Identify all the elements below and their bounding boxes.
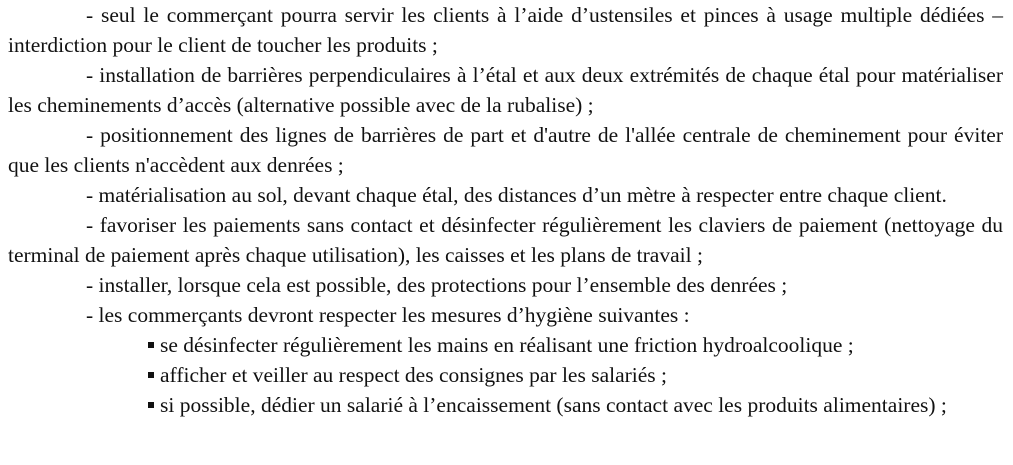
measure-item: - matérialisation au sol, devant chaque étal, des distances d’un mètre à respecter entre chaque client. (86, 183, 947, 207)
hygiene-subitem (8, 390, 1003, 420)
measure-item: - installation de barrières perpendiculaires à l’étal et aux deux extrémités de chaque étal pour matérialiser les cheminements d’accès (alternative possible avec de la rubalise) ; (8, 63, 1003, 117)
measure-item: - favoriser les paiements sans contact et désinfecter régulièrement les claviers de paiement (nettoyage du terminal de paiement après chaque utilisation), les caisses et les plans de travail ; (8, 213, 1003, 267)
measure-item: - installer, lorsque cela est possible, des protections pour l’ensemble des denrées ; (86, 273, 788, 297)
hygiene-subitem-text: afficher et veiller au respect des consignes par les salariés ; (160, 363, 668, 387)
square-bullet-icon (148, 402, 154, 408)
hygiene-subitem-text: se désinfecter régulièrement les mains en réalisant une friction hydroalcoolique ; (160, 333, 854, 357)
document-body (8, 0, 1003, 420)
hygiene-subitem-text: si possible, dédier un salarié à l’encaissement (sans contact avec les produits alimentaires) ; (160, 393, 947, 417)
hygiene-subitem (8, 360, 1003, 390)
hygiene-subitem (8, 330, 1003, 360)
measure-item: - les commerçants devront respecter les mesures d’hygiène suivantes : (86, 303, 690, 327)
square-bullet-icon (148, 342, 154, 348)
square-bullet-icon (148, 372, 154, 378)
measure-item: - positionnement des lignes de barrières de part et d'autre de l'allée centrale de cheminement pour éviter que les clients n'accèdent aux denrées ; (8, 123, 1003, 177)
measure-item: - seul le commerçant pourra servir les clients à l’aide d’ustensiles et pinces à usage multiple dédiées – interdiction pour le client de toucher les produits ; (8, 3, 1003, 57)
